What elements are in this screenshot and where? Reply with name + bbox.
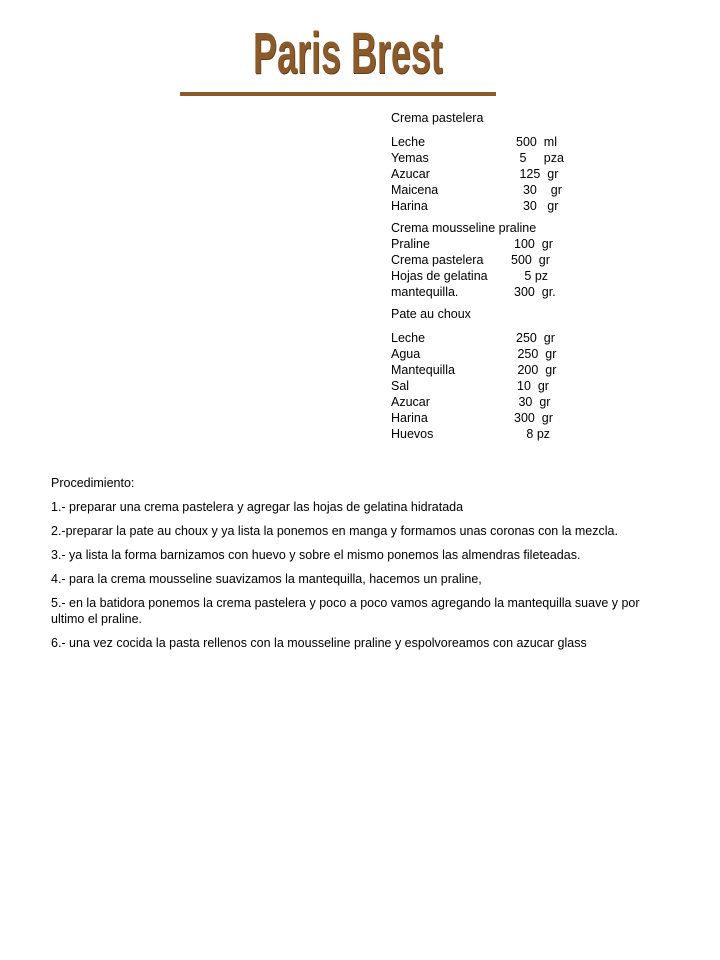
ingredient-row bbox=[391, 378, 691, 394]
ingredient-row bbox=[391, 182, 691, 198]
ingredient-row bbox=[391, 394, 691, 410]
procedure-step: 5.- en la batidora ponemos la crema pastelera y poco a poco vamos agregando la mantequilla suave y por ultimo el praline. bbox=[51, 596, 640, 626]
ingredient-qty: 30 gr bbox=[516, 183, 562, 197]
ingredient-name: Leche bbox=[391, 331, 426, 345]
ingredient-row bbox=[391, 346, 691, 362]
ingredient-name: Harina bbox=[391, 411, 428, 425]
procedure-step: 4.- para la crema mousseline suavizamos la mantequilla, hacemos un praline, bbox=[51, 572, 482, 586]
ingredient-name: Praline bbox=[391, 237, 430, 251]
title-underline bbox=[180, 92, 496, 96]
ingredient-row bbox=[391, 268, 691, 284]
ingredient-row bbox=[391, 198, 691, 214]
ingredient-qty: 10 gr bbox=[517, 379, 549, 393]
procedure-step: 6.- una vez cocida la pasta rellenos con la mousseline praline y espolvoreamos con azucar glass bbox=[51, 636, 587, 650]
ingredient-row bbox=[391, 362, 691, 378]
ingredient-qty: 250 gr bbox=[516, 331, 555, 345]
ingredient-name: Huevos bbox=[391, 427, 434, 441]
ingredient-qty: 500 ml bbox=[516, 135, 557, 149]
ingredient-qty: 300 gr. bbox=[514, 285, 556, 299]
procedure-step: 1.- preparar una crema pastelera y agregar las hojas de gelatina hidratada bbox=[51, 500, 464, 514]
section-title-mousseline: Crema mousseline praline bbox=[391, 221, 537, 235]
ingredient-name: Azucar bbox=[391, 395, 430, 409]
ingredient-qty: 100 gr bbox=[514, 237, 553, 251]
ingredient-name: Yemas bbox=[391, 151, 429, 165]
ingredient-name: Leche bbox=[391, 135, 426, 149]
ingredient-row bbox=[391, 426, 691, 442]
ingredient-row bbox=[391, 330, 691, 346]
ingredient-name: Crema pastelera bbox=[391, 253, 484, 267]
ingredient-qty: 5 pza bbox=[516, 151, 564, 165]
procedure-step: 2.-preparar la pate au choux y ya lista la ponemos en manga y formamos unas coronas con la mezcla. bbox=[51, 524, 618, 538]
ingredient-name: Sal bbox=[391, 379, 410, 393]
ingredient-qty: 5 pz bbox=[514, 269, 549, 283]
ingredient-row bbox=[391, 150, 691, 166]
ingredient-row bbox=[391, 134, 691, 150]
ingredient-name: Harina bbox=[391, 199, 428, 213]
ingredient-name: Maicena bbox=[391, 183, 439, 197]
section-title-crema-pastelera: Crema pastelera bbox=[391, 111, 484, 125]
procedure-section bbox=[51, 475, 661, 659]
ingredients-panel bbox=[391, 110, 691, 442]
section-title-pate-au-choux: Pate au choux bbox=[391, 307, 471, 321]
page-title: Paris Brest bbox=[253, 21, 443, 86]
ingredient-row bbox=[391, 252, 691, 268]
ingredient-name: mantequilla. bbox=[391, 285, 459, 299]
ingredient-qty: 30 gr bbox=[516, 199, 559, 213]
ingredient-qty: 200 gr bbox=[514, 363, 557, 377]
ingredient-qty: 300 gr bbox=[514, 411, 553, 425]
ingredient-row bbox=[391, 284, 691, 300]
ingredient-name: Azucar bbox=[391, 167, 430, 181]
ingredient-qty: 30 gr bbox=[515, 395, 551, 409]
procedure-step: 3.- ya lista la forma barnizamos con huevo y sobre el mismo ponemos las almendras fileteadas. bbox=[51, 548, 581, 562]
ingredient-row bbox=[391, 236, 691, 252]
ingredient-qty: 125 gr bbox=[516, 167, 559, 181]
procedure-title: Procedimiento: bbox=[51, 476, 135, 490]
ingredient-qty: 8 pz bbox=[516, 427, 551, 441]
ingredient-qty: 500 gr bbox=[511, 253, 550, 267]
ingredient-name: Mantequilla bbox=[391, 363, 455, 377]
ingredient-name: Agua bbox=[391, 347, 421, 361]
ingredient-row bbox=[391, 166, 691, 182]
ingredient-row bbox=[391, 410, 691, 426]
ingredient-name: Hojas de gelatina bbox=[391, 269, 488, 283]
ingredient-qty: 250 gr bbox=[514, 347, 557, 361]
